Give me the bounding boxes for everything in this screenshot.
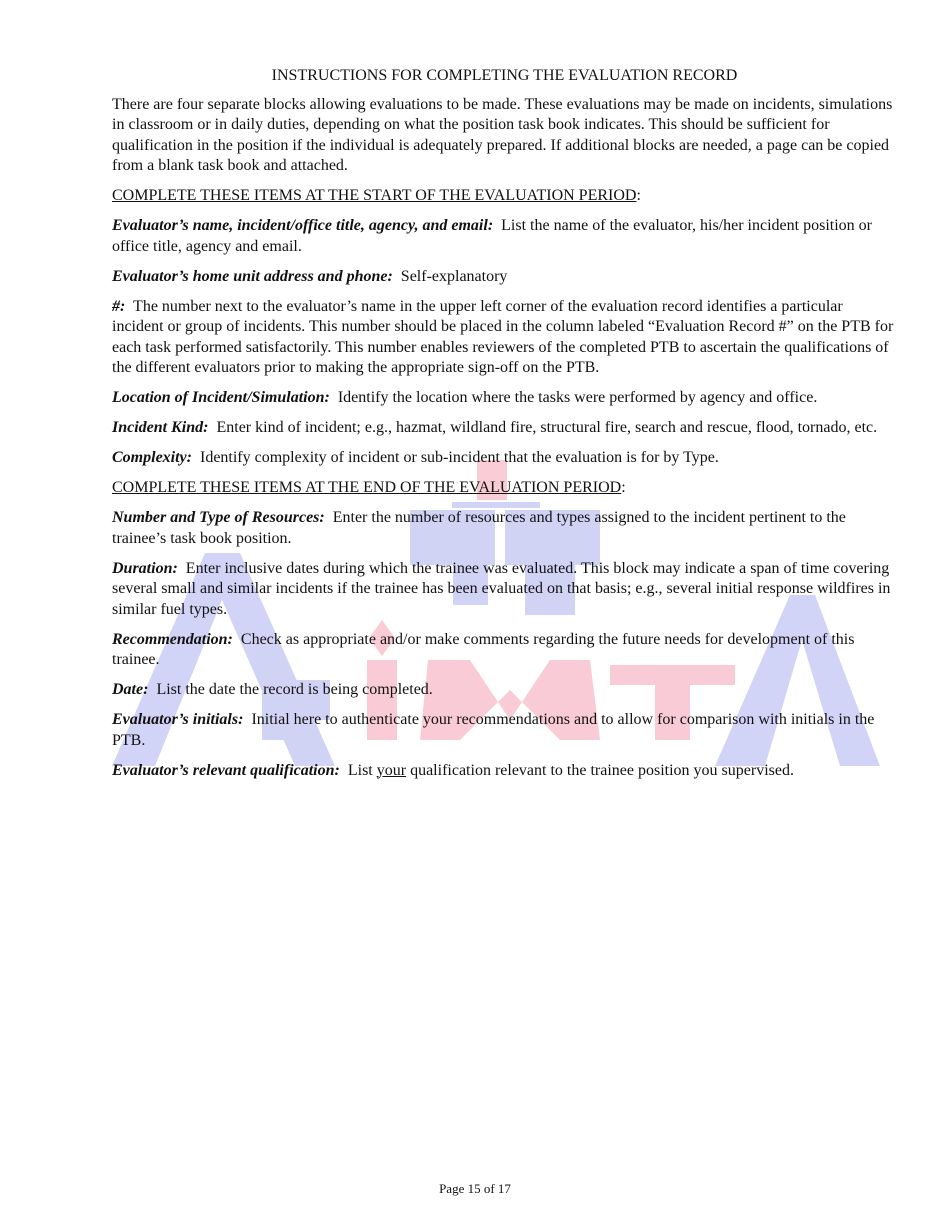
item-label: Evaluator’s relevant qualification: [112,761,340,779]
item-text: The number next to the evaluator’s name in the upper left corner of the evaluation record identifies a particular incident or group of incidents. This number should be placed in the column labeled “Evaluation Record #” on the PTB for each task performed satisfactorily. This number enables reviewers of the completed PTB to ascertain the qualifications of the different evaluators prior to making the appropriate sign-off on the PTB. [112,297,894,376]
item-text: List [347,761,373,779]
end-section-heading [112,478,897,499]
item-label: Date: [112,681,149,698]
item-text: Enter kind of incident; e.g., hazmat, wildland fire, structural fire, search and rescue, flood, tornado, etc. [216,419,878,436]
item-label: Incident Kind: [112,419,209,436]
item-text: Identify complexity of incident or sub-incident that the evaluation is for by Type. [199,449,719,466]
item-label: #: [112,297,126,315]
instruction-item [112,630,897,671]
intro-paragraph: There are four separate blocks allowing evaluations to be made. These evaluations may be made on incidents, simulations in classroom or in daily duties, depending on what the position task book indicates. This should be sufficient for qualification in the position if the individual is adequately prepared. If additional blocks are needed, a page can be copied from a blank task book and attached. [112,95,893,174]
start-heading-text: COMPLETE THESE ITEMS AT THE START OF THE EVALUATION PERIOD [112,187,637,204]
item-text-underlined: your [376,761,407,779]
instruction-item [112,297,897,379]
page-number: Page 15 of 17 [439,1181,511,1196]
item-text: Self-explanatory [400,267,508,285]
instruction-item [112,680,897,701]
item-text: Enter the number of resources and types assigned to the incident pertinent to the trainee’s task book position. [112,509,846,547]
start-section-heading [112,186,897,207]
item-label: Complexity: [112,449,192,466]
page-title: INSTRUCTIONS FOR COMPLETING THE EVALUATION RECORD [271,67,738,84]
item-text: Initial here to authenticate your recommendations and to allow for comparison with initials in the PTB. [112,711,875,749]
item-label: Location of Incident/Simulation: [112,389,330,406]
instruction-item [112,710,897,751]
end-heading-text: COMPLETE THESE ITEMS AT THE END OF THE EVALUATION PERIOD [112,479,622,496]
instruction-item [112,559,897,621]
item-label: Evaluator’s home unit address and phone: [112,267,393,285]
item-label: Evaluator’s initials: [112,711,244,728]
instruction-item [112,267,897,288]
item-text: List the date the record is being completed. [156,681,433,698]
item-text: Enter inclusive dates during which the trainee was evaluated. This block may indicate a span of time covering several small and similar incidents if the trainee has been evaluated on that basis; e.g., several initial response wildfires in similar fuel types. [112,559,891,618]
item-label: Evaluator’s name, incident/office title, agency, and email: [112,217,494,234]
instruction-item [112,508,897,549]
item-text: List the name of the evaluator, his/her incident position or office title, agency and email. [112,217,872,255]
item-label: Number and Type of Resources: [112,509,325,526]
instruction-item [112,418,897,439]
instruction-item [112,388,897,409]
item-text: Check as appropriate and/or make comments regarding the future needs for development of this trainee. [112,630,855,668]
item-label: Recommendation: [112,630,233,648]
item-text: qualification relevant to the trainee position you supervised. [410,761,794,779]
item-label: Duration: [112,559,178,577]
instruction-item [112,448,897,469]
colon: : [621,479,626,496]
document-body [112,66,897,791]
item-text: Identify the location where the tasks were performed by agency and office. [337,389,818,406]
instruction-item [112,761,897,782]
instruction-item [112,216,897,257]
colon: : [636,187,641,204]
